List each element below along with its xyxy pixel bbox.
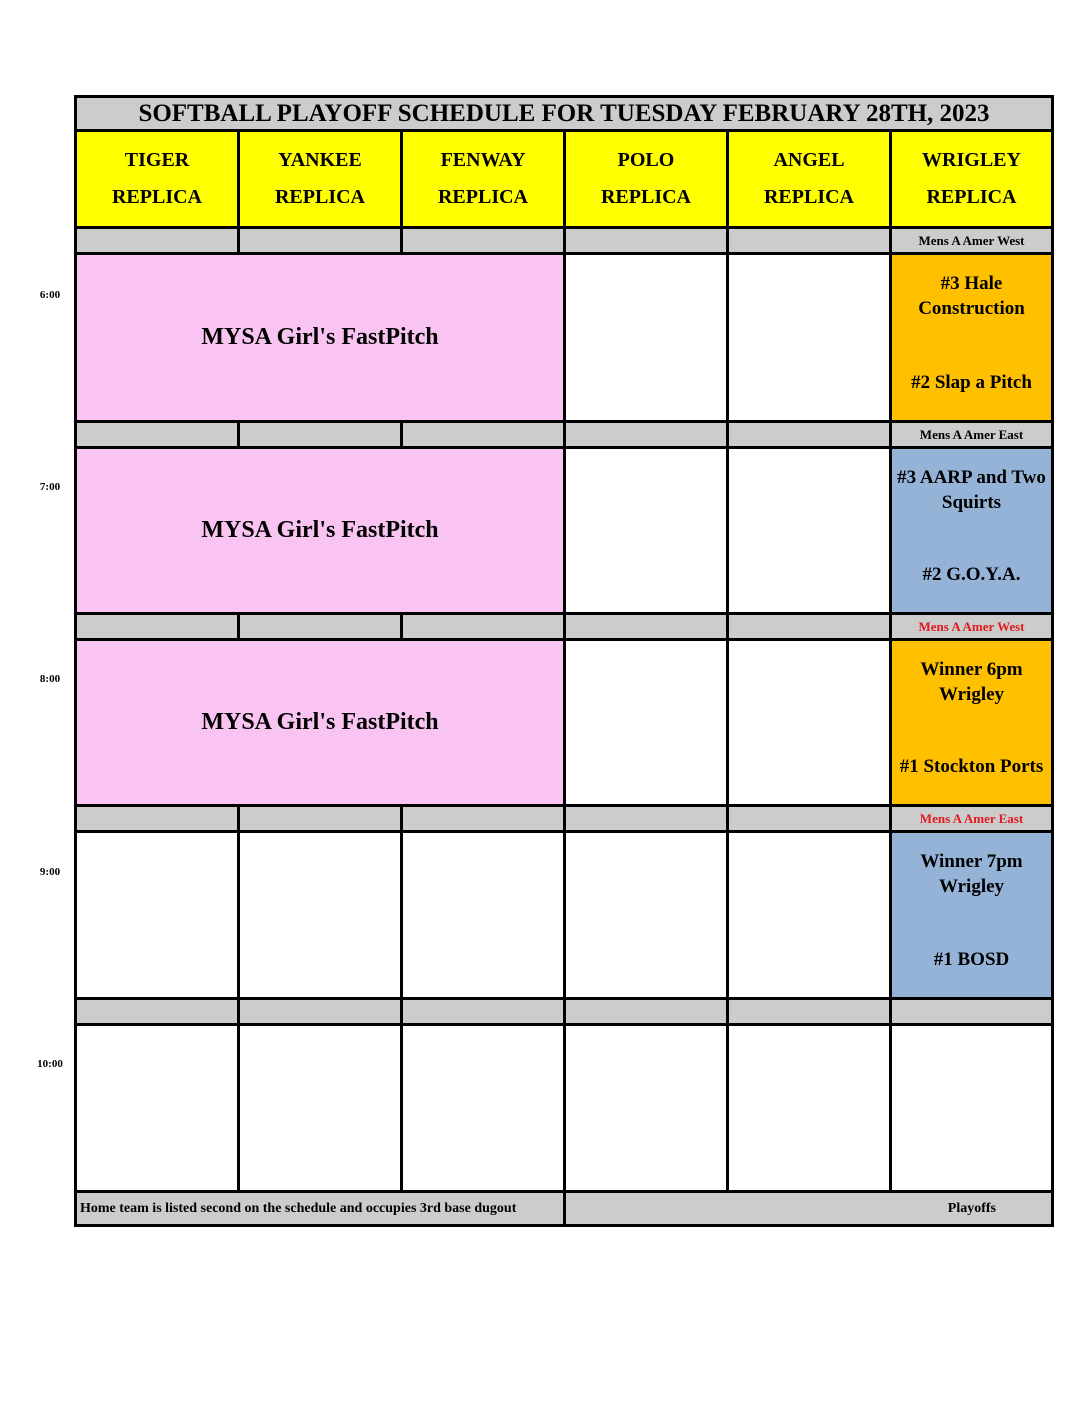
home-team: #2 Slap a Pitch xyxy=(911,372,1032,393)
field-sub: REPLICA xyxy=(763,186,854,208)
empty-slot xyxy=(563,830,729,1000)
shared-event-block: MYSA Girl's FastPitch xyxy=(74,446,566,615)
field-name: WRIGLEY xyxy=(922,149,1021,171)
empty-slot xyxy=(726,1023,892,1193)
wrigley-game xyxy=(889,252,1054,423)
empty-slot xyxy=(400,830,566,1000)
separator-cell xyxy=(400,804,566,833)
field-header-polo xyxy=(563,129,729,229)
field-sub: REPLICA xyxy=(437,186,528,208)
separator-cell xyxy=(563,804,729,833)
separator-cell xyxy=(563,997,729,1026)
field-name: YANKEE xyxy=(278,149,362,171)
separator-cell xyxy=(563,612,729,641)
away-team: Winner 7pm Wrigley xyxy=(920,851,1023,897)
away-team: #3 AARP and Two Squirts xyxy=(897,467,1046,513)
separator-cell xyxy=(237,420,403,449)
separator-cell xyxy=(400,226,566,255)
division-label: Mens A Amer West xyxy=(889,612,1054,641)
field-sub: REPLICA xyxy=(600,186,691,208)
time-label: 10:00 xyxy=(37,1058,63,1070)
home-team: #2 G.O.Y.A. xyxy=(922,564,1021,585)
field-header-fenway xyxy=(400,129,566,229)
field-sub: REPLICA xyxy=(926,186,1017,208)
empty-slot xyxy=(563,638,729,807)
empty-slot xyxy=(726,638,892,807)
separator-cell xyxy=(400,420,566,449)
separator-cell xyxy=(237,612,403,641)
footer-label: Playoffs xyxy=(563,1190,1054,1227)
separator-cell xyxy=(726,420,892,449)
empty-slot xyxy=(726,830,892,1000)
division-label: Mens A Amer East xyxy=(889,420,1054,449)
field-header-angel xyxy=(726,129,892,229)
separator-cell xyxy=(726,612,892,641)
empty-slot xyxy=(726,252,892,423)
separator-cell xyxy=(74,804,240,833)
wrigley-game xyxy=(889,638,1054,807)
empty-slot xyxy=(889,1023,1054,1193)
empty-slot xyxy=(563,446,729,615)
shared-event-block: MYSA Girl's FastPitch xyxy=(74,252,566,423)
separator-cell xyxy=(563,226,729,255)
separator-cell xyxy=(237,804,403,833)
separator-cell xyxy=(400,612,566,641)
separator-cell xyxy=(563,420,729,449)
empty-slot xyxy=(563,1023,729,1193)
field-header-wrigley xyxy=(889,129,1054,229)
separator-cell xyxy=(237,997,403,1026)
separator-cell xyxy=(74,226,240,255)
separator-cell xyxy=(237,226,403,255)
separator-cell xyxy=(74,612,240,641)
separator-cell xyxy=(726,226,892,255)
empty-slot xyxy=(237,830,403,1000)
wrigley-game xyxy=(889,830,1054,1000)
schedule-title: SOFTBALL PLAYOFF SCHEDULE FOR TUESDAY FEBRUARY 28TH, 2023 xyxy=(74,95,1054,132)
home-team: #1 BOSD xyxy=(933,949,1010,970)
field-name: POLO xyxy=(617,149,675,171)
empty-slot xyxy=(726,446,892,615)
separator-cell xyxy=(726,997,892,1026)
separator-cell xyxy=(400,997,566,1026)
field-header-tiger xyxy=(74,129,240,229)
empty-slot xyxy=(400,1023,566,1193)
field-name: FENWAY xyxy=(440,149,526,171)
separator-cell xyxy=(74,420,240,449)
empty-slot xyxy=(74,1023,240,1193)
footer-note: Home team is listed second on the schedule and occupies 3rd base dugout xyxy=(74,1190,566,1227)
shared-event-block: MYSA Girl's FastPitch xyxy=(74,638,566,807)
division-label: Mens A Amer West xyxy=(889,226,1054,255)
time-label: 6:00 xyxy=(39,289,61,301)
empty-slot xyxy=(563,252,729,423)
time-label: 7:00 xyxy=(39,481,61,493)
field-sub: REPLICA xyxy=(274,186,365,208)
field-sub: REPLICA xyxy=(111,186,202,208)
division-label: Mens A Amer East xyxy=(889,804,1054,833)
field-name: TIGER xyxy=(124,149,190,171)
separator-cell xyxy=(74,997,240,1026)
away-team: Winner 6pm Wrigley xyxy=(920,659,1023,705)
field-header-yankee xyxy=(237,129,403,229)
empty-slot xyxy=(74,830,240,1000)
home-team: #1 Stockton Ports xyxy=(899,756,1044,777)
time-label: 8:00 xyxy=(39,673,61,685)
empty-slot xyxy=(237,1023,403,1193)
separator-cell xyxy=(889,997,1054,1026)
time-label: 9:00 xyxy=(39,866,61,878)
separator-cell xyxy=(726,804,892,833)
away-team: #3 Hale Construction xyxy=(918,273,1025,319)
field-name: ANGEL xyxy=(773,149,845,171)
wrigley-game xyxy=(889,446,1054,615)
